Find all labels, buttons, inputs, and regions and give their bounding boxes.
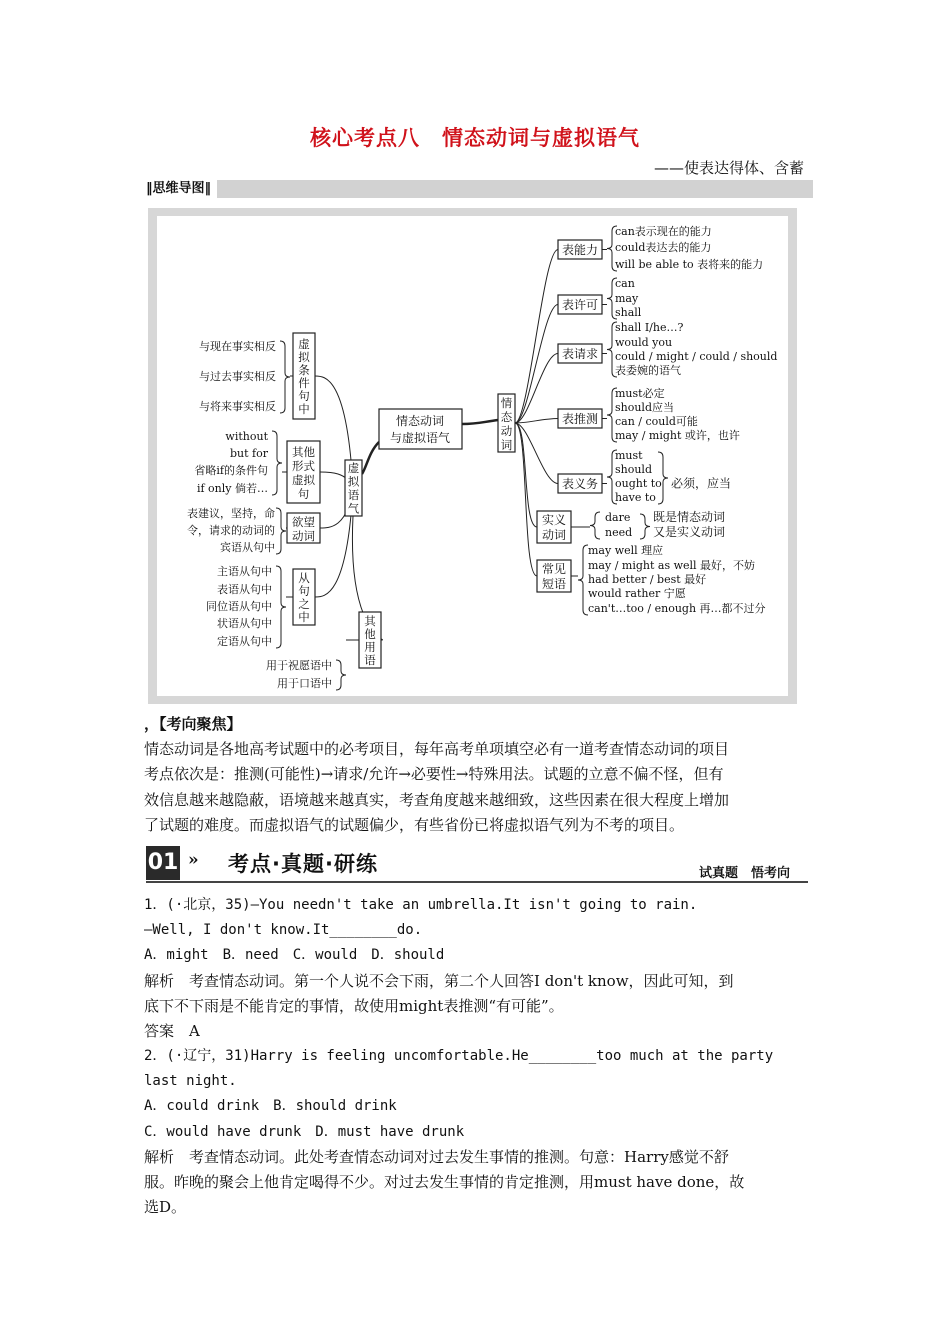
modal-root-char: 动 <box>500 424 513 438</box>
modal-branch-label: 表能力 <box>561 243 599 257</box>
q1-stem: 1．(·北京，35)—You needn't take an umbrella.It isn't going to rain. <box>144 897 698 913</box>
mindmap-center-label: 与虚拟语气 <box>389 431 451 445</box>
modal-branch-item: shall I/he…? <box>615 321 684 334</box>
subj-branch-item: 与过去事实相反 <box>199 370 276 383</box>
section-divider <box>146 881 808 883</box>
page-subtitle: ——使表达得体、含蓄 <box>653 159 804 177</box>
subj-branch-label: 条 <box>298 363 310 377</box>
subj-branch-label: 中 <box>298 402 310 416</box>
modal-branch-item: had better / best 最好 <box>588 573 707 586</box>
focus-line: 了试题的难度。而虚拟语气的试题偏少，有些省份已将虚拟语气列为不考的项目。 <box>144 815 685 834</box>
subj-root-char: 语 <box>347 488 360 502</box>
subj-branch-label: 拟 <box>298 350 310 364</box>
subj-branch-label: 句 <box>298 584 310 598</box>
modal-branch-item: may well 理应 <box>588 544 664 557</box>
section-title: 考点·真题·研练 <box>228 852 378 876</box>
focus-line: 考点依次是：推测(可能性)→请求/允许→必要性→特殊用法。试题的立意不偏不怪，但有 <box>144 765 724 784</box>
subj-branch-label: 形式 <box>292 459 315 473</box>
focus-line: 效信息越来越隐蔽，语境越来越真实，考查角度越来越细致，这些因素在很大程度上增加 <box>144 790 730 809</box>
modal-branch-label: 实义 <box>541 513 567 527</box>
subj-branch-label: 虚 <box>298 337 310 351</box>
subj-branch-label: 欲望 <box>292 515 315 529</box>
modal-branch-brace <box>578 545 588 615</box>
subj-branch-brace <box>280 341 290 413</box>
q1-answer: 答案 A <box>144 1022 200 1041</box>
modal-branch-item: will be able to 表将来的能力 <box>615 258 764 271</box>
subj-branch-label: 其他 <box>292 445 315 459</box>
modal-branch-item: could表达去的能力 <box>615 241 712 254</box>
subj-branch-label: 虚拟 <box>292 473 315 487</box>
subj-branch-label: 动词 <box>292 529 315 543</box>
subj-branch-item: 状语从句中 <box>217 617 272 630</box>
modal-root-char: 态 <box>500 410 513 424</box>
modal-branch-note: 必须，应当 <box>671 476 732 491</box>
subj-branch-label: 从 <box>298 571 310 585</box>
subj-branch-label: 之 <box>298 597 310 611</box>
q2-analysis-cont: 选D。 <box>144 1198 187 1217</box>
subj-branch-label: 句 <box>298 389 310 403</box>
modal-branch-connector <box>515 423 537 576</box>
modal-branch-item: could / might / could / should <box>615 350 778 363</box>
question-2 <box>144 1044 810 1220</box>
subj-branch-brace <box>272 431 282 495</box>
modal-branch-label: 表请求 <box>561 347 599 361</box>
mindmap-header-bar <box>144 180 813 198</box>
q2-analysis: 解析 考查情态动词。此处考查情态动词对过去发生事情的推测。句意：Harry感觉不舒 <box>144 1147 729 1166</box>
focus-line: 情态动词是各地高考试题中的必考项目，每年高考单项填空必有一道考查情态动词的项目 <box>144 740 730 758</box>
modal-branch-item: must <box>615 449 643 462</box>
q1-analysis: 解析 考查情态动词。第一个人说不会下雨，第二个人回答I don't know，因此可知，到 <box>144 971 734 990</box>
subj-branch-brace <box>276 508 286 554</box>
subj-branch-item: 同位语从句中 <box>206 600 272 613</box>
subj-branch-item: 表建议，坚持，命 <box>187 507 275 520</box>
subj-branch-label: 语 <box>364 653 376 667</box>
modal-branch-item: can表示现在的能力 <box>615 225 712 238</box>
subj-branch-item: 令，请求的动词的 <box>187 524 275 537</box>
modal-branch-connector <box>515 423 558 484</box>
modal-branch-item: must必定 <box>615 387 665 400</box>
q1-options: A．might B．need C．would D．should <box>144 947 445 964</box>
subj-branch-label: 用 <box>364 640 376 654</box>
subj-branch-item: 定语从句中 <box>217 635 272 648</box>
subj-root-char: 气 <box>347 501 360 516</box>
subj-branch-item: 主语从句中 <box>217 565 272 578</box>
subj-branch-item: 与现在事实相反 <box>199 340 276 353</box>
modal-branch-brace <box>590 512 600 539</box>
modal-branch-item: can / could可能 <box>615 415 698 428</box>
section-subtitle: 试真题 悟考向 <box>698 866 790 881</box>
q2-analysis-cont: 服。昨晚的聚会上他肯定喝得不少。对过去发生事情的肯定推测，用must have done，故 <box>144 1173 745 1192</box>
subj-branch-item: 与将来事实相反 <box>199 400 276 413</box>
modal-branch-label: 常见 <box>541 562 567 576</box>
subj-root-char: 拟 <box>347 474 360 489</box>
subj-branch-label: 中 <box>298 610 310 624</box>
subj-branch-item: if only 倘若… <box>196 482 268 495</box>
modal-root-char: 情 <box>500 396 513 410</box>
modal-branch-note: 既是情态动词 <box>653 510 726 524</box>
q1-analysis-cont: 底下不下雨是不能肯定的事情，故使用might表推测“有可能”。 <box>144 996 564 1015</box>
subj-branch-item: 用于祝愿语中 <box>266 659 332 672</box>
modal-branch-item: can't…too / enough 再…都不过分 <box>588 602 766 615</box>
modal-branch-item: dare <box>605 511 631 524</box>
modal-branch-item: have to <box>615 491 656 504</box>
modal-branch-connector <box>515 250 558 424</box>
modal-branch-item: ought to <box>615 477 662 490</box>
subj-branch-label: 其 <box>364 614 376 628</box>
modal-branch-label: 短语 <box>541 577 567 591</box>
q2-stem: 2．(·辽宁，31)Harry is feeling uncomfortable.He________too much at the party <box>144 1048 774 1064</box>
q2-options: A．could drink B．should drink <box>144 1098 397 1115</box>
focus-title: ，【考向聚焦】 <box>144 715 242 733</box>
modal-branch-item: may / might 或许，也许 <box>615 429 740 442</box>
modal-branch-label: 动词 <box>541 528 567 542</box>
modal-branch-note: 又是实义动词 <box>653 525 726 539</box>
q1-stem-cont: —Well, I don't know.It________do. <box>144 922 423 939</box>
subj-branch-item: but for <box>230 447 268 460</box>
modal-branch-item: should应当 <box>615 401 674 414</box>
modal-branch-item: may / might as well 最好，不妨 <box>588 559 756 572</box>
modal-branch-item: may <box>615 292 639 305</box>
mindmap-diagram <box>157 216 788 696</box>
subj-branch-label: 他 <box>364 627 376 641</box>
modal-root-char: 词 <box>500 438 513 452</box>
modal-branch-item: shall <box>615 306 642 319</box>
subj-branch-item: 省略if的条件句 <box>194 464 268 477</box>
modal-branch-label: 表义务 <box>561 477 599 491</box>
modal-branch-item: would rather 宁愿 <box>588 587 686 600</box>
focus-paragraph <box>144 737 808 838</box>
page-title: 核心考点八 情态动词与虚拟语气 <box>310 126 640 150</box>
subj-branch-item: 宾语从句中 <box>220 541 275 554</box>
modal-note-brace <box>640 514 650 539</box>
modal-branch-connector <box>515 305 558 424</box>
modal-branch-item: need <box>605 526 633 539</box>
center-to-modal-connector <box>462 420 498 424</box>
subj-branch-item: 表语从句中 <box>217 583 272 596</box>
subj-root-char: 虚 <box>347 461 360 475</box>
q2-stem-cont: last night. <box>144 1073 237 1090</box>
subj-branch-label: 件 <box>298 376 310 390</box>
subj-branch-brace <box>276 566 286 648</box>
subj-branch-label: 句 <box>297 487 310 501</box>
question-1 <box>144 893 810 1044</box>
modal-branch-item: would you <box>615 336 673 349</box>
subj-branch-brace <box>336 660 346 690</box>
modal-branch-item: should <box>615 463 652 476</box>
subj-branch-item: without <box>225 430 268 443</box>
modal-branch-label: 表推测 <box>561 412 599 426</box>
section-arrow-icon: » <box>188 850 199 870</box>
modal-branch-item: 表委婉的语气 <box>615 364 681 377</box>
mindmap-center-label: 情态动词 <box>395 414 445 428</box>
mindmap-header-label: ‖思维导图‖ <box>144 180 217 198</box>
modal-branch-label: 表许可 <box>561 298 599 312</box>
section-number-badge: 01 <box>146 846 180 880</box>
modal-branch-item: can <box>615 277 635 290</box>
subj-branch-item: 用于口语中 <box>277 677 332 690</box>
center-to-subj-connector <box>362 442 379 474</box>
q2-options: C．would have drunk D．must have drunk <box>144 1123 465 1140</box>
